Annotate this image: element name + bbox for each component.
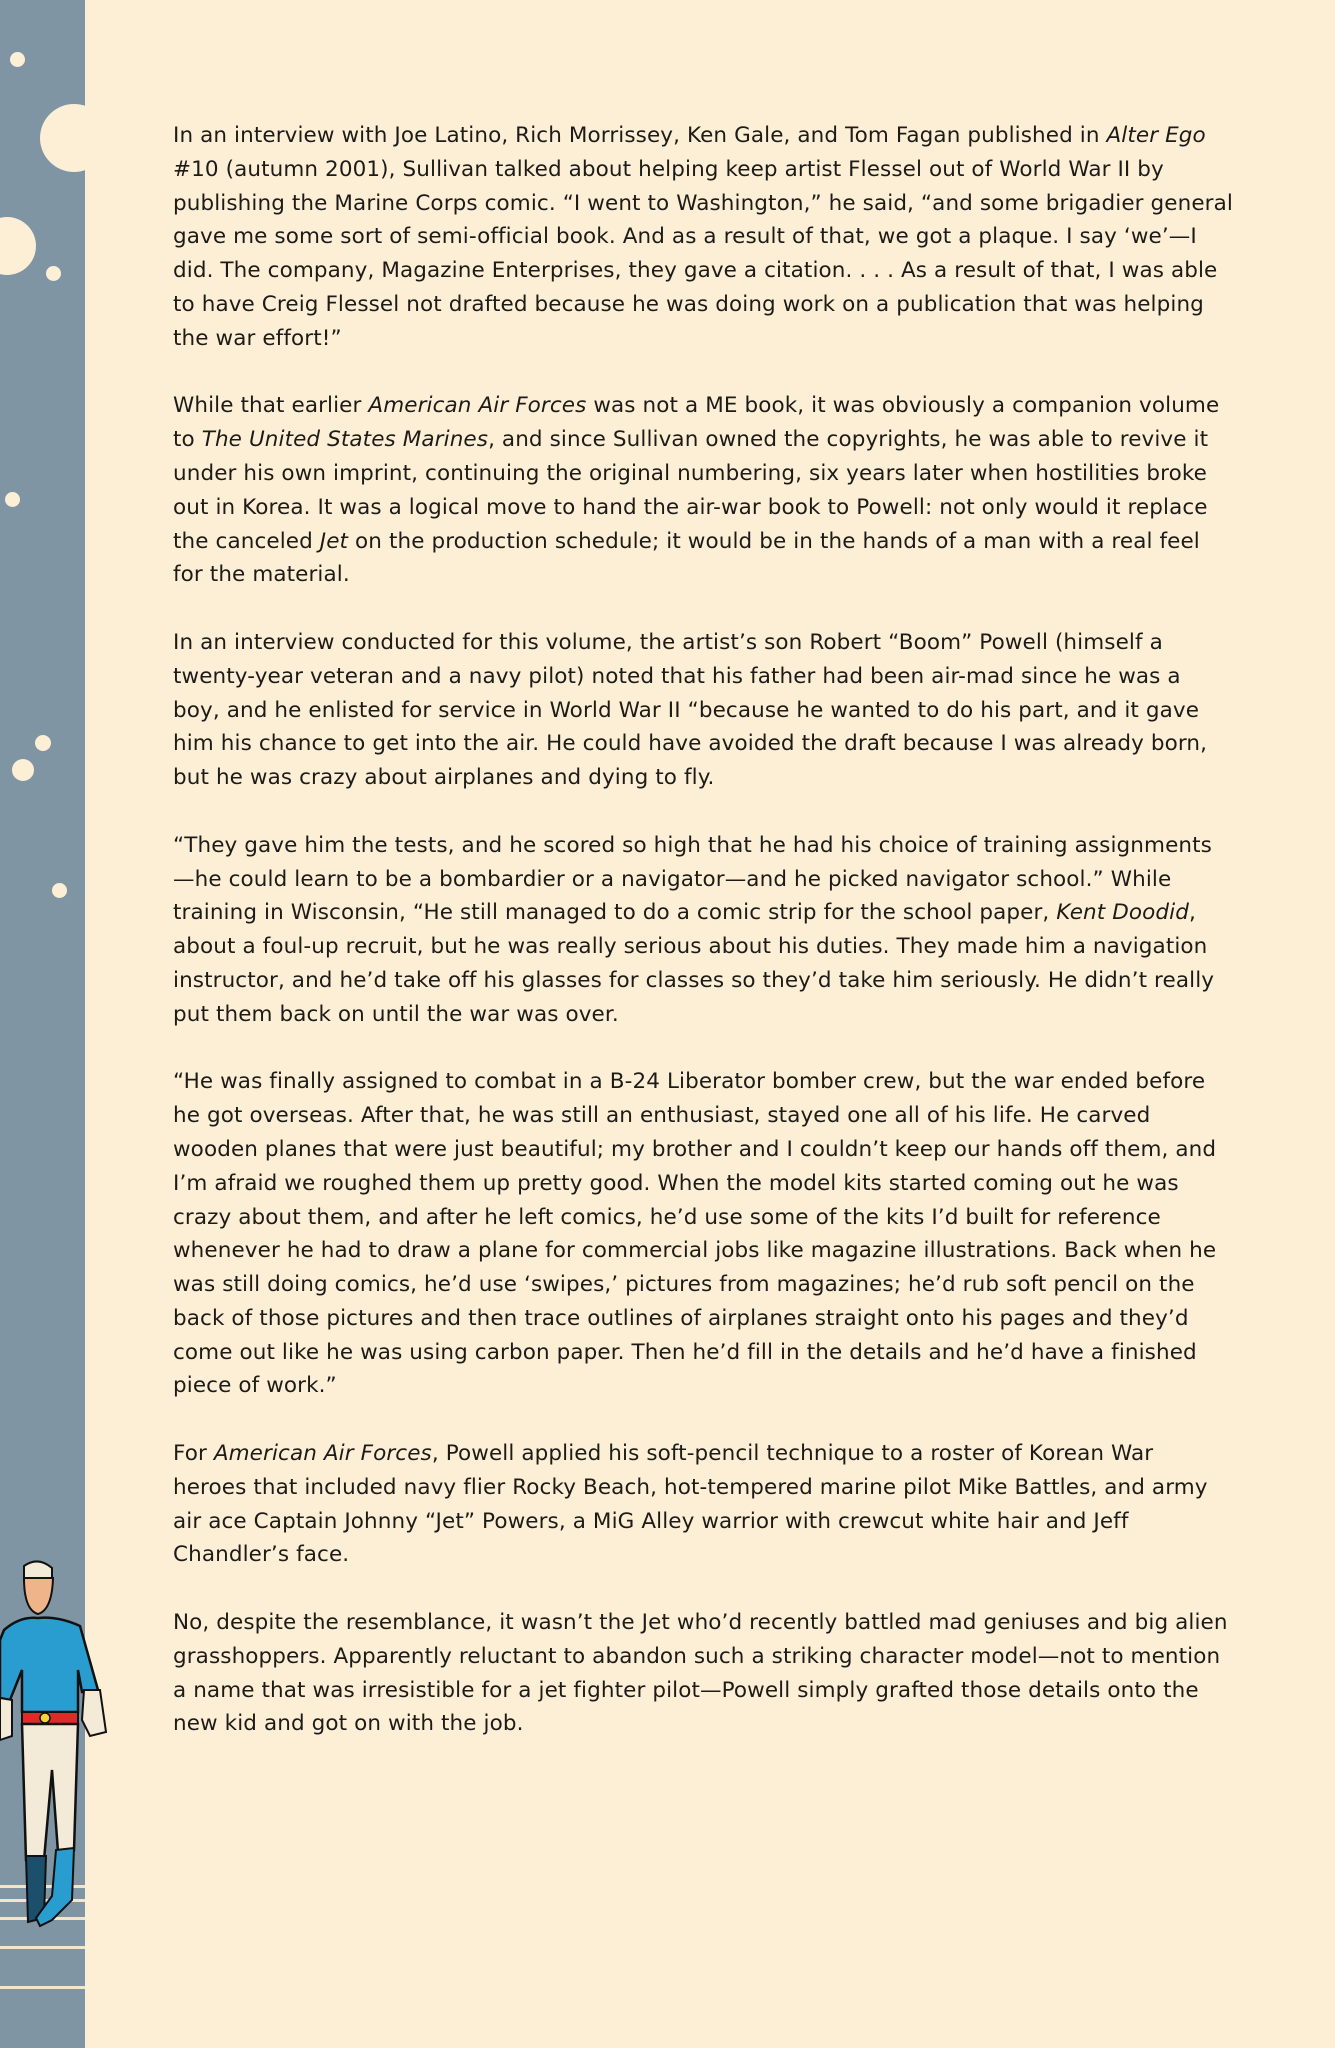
dot-decoration [0, 217, 36, 275]
paragraph [173, 389, 1233, 592]
paragraph [173, 829, 1233, 1032]
paragraph [173, 119, 1233, 356]
paragraph [173, 1437, 1233, 1572]
dot-decoration [35, 735, 51, 751]
dot-decoration [52, 883, 67, 898]
jet-powers-illustration [0, 1560, 115, 1940]
dot-decoration [46, 266, 61, 281]
body-text: on the production schedule; it would be in the hands of a man with a real feel for the material. [173, 528, 1200, 588]
body-text: “He was finally assigned to combat in a B-24 Liberator bomber crew, but the war ended before he got overseas. After that, he was still an enthusiast, stayed one all of his life. He carved wooden planes that were just beautiful; my brother and I couldn’t keep our hands off them, and I’m afraid we roughed them up pretty good. When the model kits started coming out he was crazy about them, and after he left comics, he’d use some of the kits I’d built for reference whenever he had to draw a plane for commercial jobs like magazine illustrations. Back when he was still doing comics, he’d use ‘swipes,’ pictures from magazines; he’d rub soft pencil on the back of those pictures and then trace outlines of airplanes straight onto his pages and they’d come out like he was using carbon paper. Then he’d fill in the details and he’d have a finished piece of work.” [173, 1069, 1217, 1399]
italic-title-text: Kent Doodid [1056, 900, 1189, 926]
italic-title-text: American Air Forces [368, 393, 587, 419]
article-body [173, 119, 1233, 1775]
paragraph [173, 626, 1233, 795]
italic-title-text: Jet [319, 528, 349, 554]
italic-title-text: American Air Forces [213, 1441, 432, 1467]
stripe-decoration [0, 1986, 85, 1989]
body-text: , about a foul-up recruit, but he was really serious about his duties. They made him a navigation instructor, and he’d take off his glasses for classes so they’d take him seriously. He didn’t really put them back on until the war was over. [173, 900, 1215, 1027]
body-text: “They gave him the tests, and he scored so high that he had his choice of training assignments—he could learn to be a bombardier or a navigator—and he picked navigator school.” While training in Wisconsin, “He still managed to do a comic strip for the school paper, [173, 832, 1212, 926]
dot-decoration [40, 104, 108, 172]
paragraph [173, 1065, 1233, 1403]
body-text: In an interview with Joe Latino, Rich Morrissey, Ken Gale, and Tom Fagan published in [173, 123, 1107, 148]
body-text: was not a ME book, it was obviously a companion volume to [173, 393, 1220, 453]
dot-decoration [5, 492, 20, 507]
paragraph [173, 1606, 1233, 1741]
body-text: While that earlier [173, 393, 369, 419]
dot-decoration [12, 759, 34, 781]
body-text: , and since Sullivan owned the copyrights, he was able to revive it under his own imprint, continuing the original numbering, six years later when hostilities broke out in Korea. It was a logical move to hand the air-war book to Powell: not only would it replace the canceled [173, 427, 1209, 554]
body-text: For [173, 1441, 214, 1467]
body-text: In an interview conducted for this volume, the artist’s son Robert “Boom” Powell (himself a twenty-year veteran and a navy pilot) noted that his father had been air-mad since he was a boy, and he enlisted for service in World War II “because he wanted to do his part, and it gave him his chance to get into the air. He could have avoided the draft because I was already born, but he was crazy about airplanes and dying to fly. [173, 629, 1208, 791]
body-text: No, despite the resemblance, it wasn’t the Jet who’d recently battled mad geniuses and big alien grasshoppers. Apparently reluctant to abandon such a striking character model—not to mention a name that was irresistible for a jet fighter pilot—Powell simply grafted those details onto the new kid and got on with the job. [173, 1610, 1228, 1737]
body-text: #10 (autumn 2001), Sullivan talked about helping keep artist Flessel out of World War II by publishing the Marine Corps comic. “I went to Washington,” he said, “and some brigadier general gave me some sort of semi-official book. And as a result of that, we got a plaque. I say ‘we’—I did. The company, Magazine Enterprises, they gave a citation. . . . As a result of that, I was able to have Creig Flessel not drafted because he was doing work on a publication that was helping the war effort!” [173, 156, 1233, 351]
italic-title-text: The United States Marines [201, 427, 489, 453]
body-text: , Powell applied his soft-pencil technique to a roster of Korean War heroes that included navy flier Rocky Beach, hot-tempered marine pilot Mike Battles, and army air ace Captain Johnny “Jet” Powers, a MiG Alley warrior with crewcut white hair and Jeff Chandler’s face. [173, 1441, 1208, 1568]
dot-decoration [10, 52, 25, 67]
italic-title-text: Alter Ego [1106, 123, 1206, 148]
stripe-decoration [0, 1946, 85, 1949]
